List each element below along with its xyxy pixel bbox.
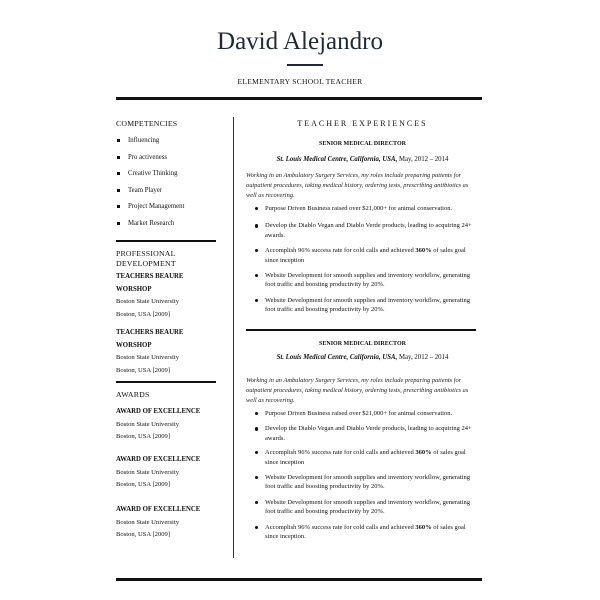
section-divider: [116, 240, 216, 242]
bullet-text: Accomplish 96% success rate for cold calls and achieved: [265, 247, 416, 255]
prof-dev-entry-place: Boston, USA [2009]: [116, 366, 171, 374]
job-bullet: Website Development for smooth supplies and inventory workflow, generating foot traffic and boosting productivity by 20%.: [247, 498, 479, 517]
job-bullets: [247, 409, 479, 541]
prof-dev-entry-place: Boston, USA [2009]: [116, 310, 171, 318]
bullet-highlight: 360%: [415, 449, 432, 457]
job-bullet: Develop the Diablo Vegan and Diablo Verde products, leading to acquiring 24+ awards.: [247, 424, 479, 443]
job-company-line: [245, 156, 480, 163]
award-entry-school: Boston State University: [116, 420, 180, 428]
prof-dev-title: [116, 249, 176, 269]
name-underline: [287, 64, 323, 66]
bullet-text: Accomplish 96% success rate for cold calls and achieved: [265, 449, 416, 457]
job-bullets: [247, 204, 479, 315]
job-bullet: Website Development for smooth supplies and inventory workflow, generating foot traffic and boosting productivity by 20%.: [247, 271, 479, 290]
bullet-text: of sales goal since inception: [265, 247, 466, 264]
job-bullet: Website Development for smooth supplies and inventory workflow, generating foot traffic and boosting productivity by 20%.: [247, 473, 479, 492]
competency-item: Pro activeness: [116, 153, 184, 170]
bullet-text: of sales goal since inception: [265, 449, 466, 466]
job-summary: Working in an Ambulatory Surgery Services, my roles include preparing patients for outpatient procedures, taking medical history, ordering tests, prescribing antibiotics as well as recovering.: [246, 377, 469, 404]
award-entry-place: Boston, USA [2009]: [116, 433, 171, 440]
job-bullet: Purpose Driven Business raised over $21,000+ for animal conservation.: [247, 204, 479, 213]
job-divider: [246, 329, 476, 331]
resume-name: David Alejandro: [217, 28, 383, 55]
prof-dev-title-line-1: PROFESSIONAL: [116, 249, 176, 258]
section-divider: [116, 381, 216, 383]
job-bullet: Website Development for smooth supplies and inventory workflow, generating foot traffic and boosting productivity by 20%.: [247, 296, 479, 315]
job-company: St. Louis Medical Centre, California, USA,: [276, 354, 398, 361]
competency-item: Project Management: [116, 202, 184, 219]
job-title: SENIOR MEDICAL DIRECTOR: [319, 341, 406, 347]
award-entry: [116, 504, 200, 542]
job-bullet: Purpose Driven Business raised over $21,000+ for animal conservation.: [247, 409, 479, 418]
job-bullet: Develop the Diablo Vegan and Diablo Verde products, leading to acquiring 24+ awards.: [247, 221, 479, 240]
competency-item: Creative Thinking: [116, 169, 184, 186]
bullet-text: Accomplish 96% success rate for cold calls and achieved: [265, 523, 416, 531]
prof-dev-entry: [116, 327, 183, 377]
award-entry-title: AWARD OF EXCELLENCE: [116, 408, 201, 415]
job-dates: May, 2012 – 2014: [397, 354, 449, 361]
prof-dev-entry-title-1: TEACHERS BEAURE: [116, 273, 184, 280]
bottom-divider: [116, 578, 482, 581]
job-dates: May, 2012 – 2014: [397, 156, 449, 163]
bullet-text: of sales goal since inception.: [265, 523, 466, 541]
experiences-title: TEACHER EXPERIENCES: [297, 119, 428, 128]
competency-item: Team Player: [116, 186, 184, 203]
job-summary: Working in an Ambulatory Surgery Services, my roles include preparing patients for outpatient procedures, taking medical history, ordering tests, prescribing antibiotics as well as recovering.: [246, 172, 469, 199]
top-divider: [116, 97, 482, 100]
prof-dev-entry-title-1: TEACHERS BEAURE: [116, 329, 184, 336]
competencies-title: COMPETENCIES: [116, 119, 178, 128]
bullet-highlight: 360%: [415, 247, 432, 255]
award-entry-school: Boston State University: [116, 468, 180, 476]
award-entry: [116, 454, 200, 492]
prof-dev-entry-title-2: WORSHOP: [116, 341, 152, 349]
job-bullet: [247, 246, 479, 265]
job-bullet: [247, 523, 479, 542]
award-entry-place: Boston, USA [2009]: [116, 481, 171, 488]
prof-dev-entry-school: Boston State University: [116, 354, 180, 361]
competency-item: Market Research: [116, 219, 184, 236]
awards-title: AWARDS: [116, 390, 150, 399]
award-entry-place: Boston, USA [2009]: [116, 531, 171, 538]
job-bullet: [247, 448, 479, 467]
job-company: St. Louis Medical Centre, California, USA,: [276, 156, 398, 163]
prof-dev-entry: [116, 271, 183, 321]
award-entry-title: AWARD OF EXCELLENCE: [116, 456, 201, 463]
job-title: SENIOR MEDICAL DIRECTOR: [319, 141, 406, 147]
prof-dev-entry-school: Boston State University: [116, 298, 180, 305]
bullet-highlight: 360%: [415, 523, 432, 531]
competencies-list: [116, 136, 184, 235]
job-subtitle: ELEMENTARY SCHOOL TEACHER: [237, 77, 363, 86]
competency-item: Influencing: [116, 136, 184, 153]
award-entry-school: Boston State University: [116, 518, 180, 526]
award-entry: [116, 406, 200, 444]
column-divider: [233, 117, 234, 558]
job-company-line: [245, 354, 480, 361]
award-entry-title: AWARD OF EXCELLENCE: [116, 506, 201, 513]
prof-dev-title-line-2: DEVELOPMENT: [116, 259, 176, 268]
prof-dev-entry-title-2: WORSHOP: [116, 285, 152, 293]
